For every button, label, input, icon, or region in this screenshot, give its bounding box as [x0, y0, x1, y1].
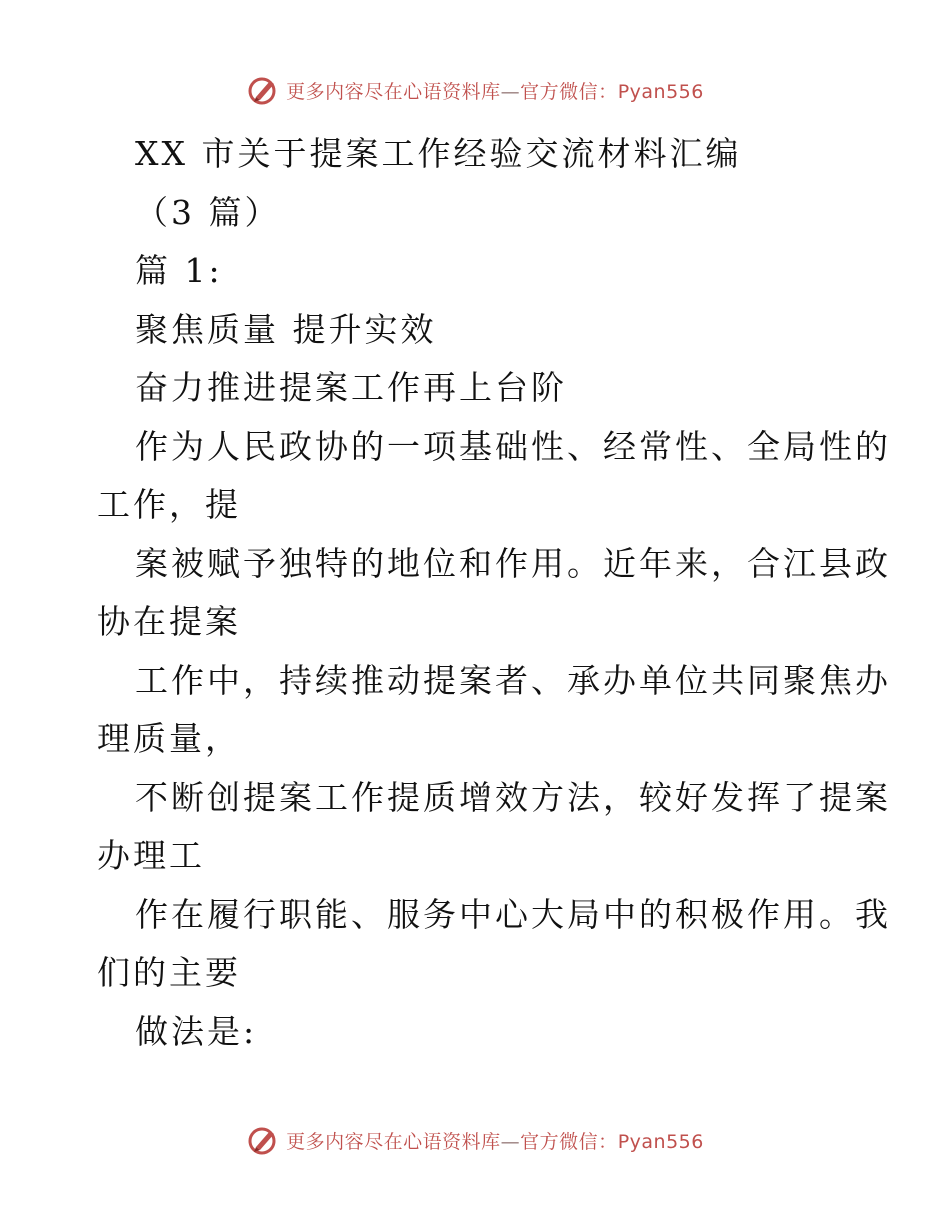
- section-subheading: 奋力推进提案工作再上台阶: [135, 368, 567, 407]
- watermark-main: 更多内容尽在心语资料库: [286, 1130, 501, 1153]
- pen-logo-icon: [246, 1123, 280, 1157]
- paragraph-line: 不断创提案工作提质增效方法，较好发挥了提案: [135, 777, 891, 817]
- document-title: XX 市关于提案工作经验交流材料汇编: [135, 134, 742, 173]
- paragraph-line: 协在提案: [97, 602, 241, 641]
- pen-logo-icon: [246, 73, 280, 107]
- watermark-official: 官方微信：: [520, 1130, 618, 1153]
- paragraph-line: 工作中，持续推动提案者、承办单位共同聚焦办: [135, 660, 891, 700]
- document-body: [0, 125, 950, 1061]
- paragraph-line: 做法是:: [135, 1011, 258, 1051]
- paragraph-line: 办理工: [97, 836, 205, 875]
- paragraph-line: 理质量，: [97, 719, 241, 758]
- watermark-id: Pyan556: [617, 80, 704, 103]
- paragraph-line: 作为人民政协的一项基础性、经常性、全局性的: [135, 426, 891, 466]
- footer-watermark: [0, 1120, 950, 1160]
- watermark-id: Pyan556: [617, 1130, 704, 1153]
- watermark-dash: —: [500, 80, 521, 103]
- watermark-dash: —: [500, 1130, 521, 1153]
- watermark-text: [286, 77, 704, 104]
- section-label: 篇 1:: [135, 251, 223, 290]
- paragraph-line: 案被赋予独特的地位和作用。近年来，合江县政: [135, 543, 891, 583]
- watermark-text: [286, 1127, 704, 1154]
- watermark-official: 官方微信：: [520, 80, 618, 103]
- paragraph-line: 工作，提: [97, 485, 241, 524]
- section-heading: 聚焦质量 提升实效: [135, 309, 437, 349]
- header-watermark: [0, 70, 950, 110]
- document-subtitle: （3 篇）: [135, 192, 281, 232]
- paragraph-line: 们的主要: [97, 953, 241, 992]
- watermark-main: 更多内容尽在心语资料库: [286, 80, 501, 103]
- paragraph-line: 作在履行职能、服务中心大局中的积极作用。我: [135, 894, 891, 934]
